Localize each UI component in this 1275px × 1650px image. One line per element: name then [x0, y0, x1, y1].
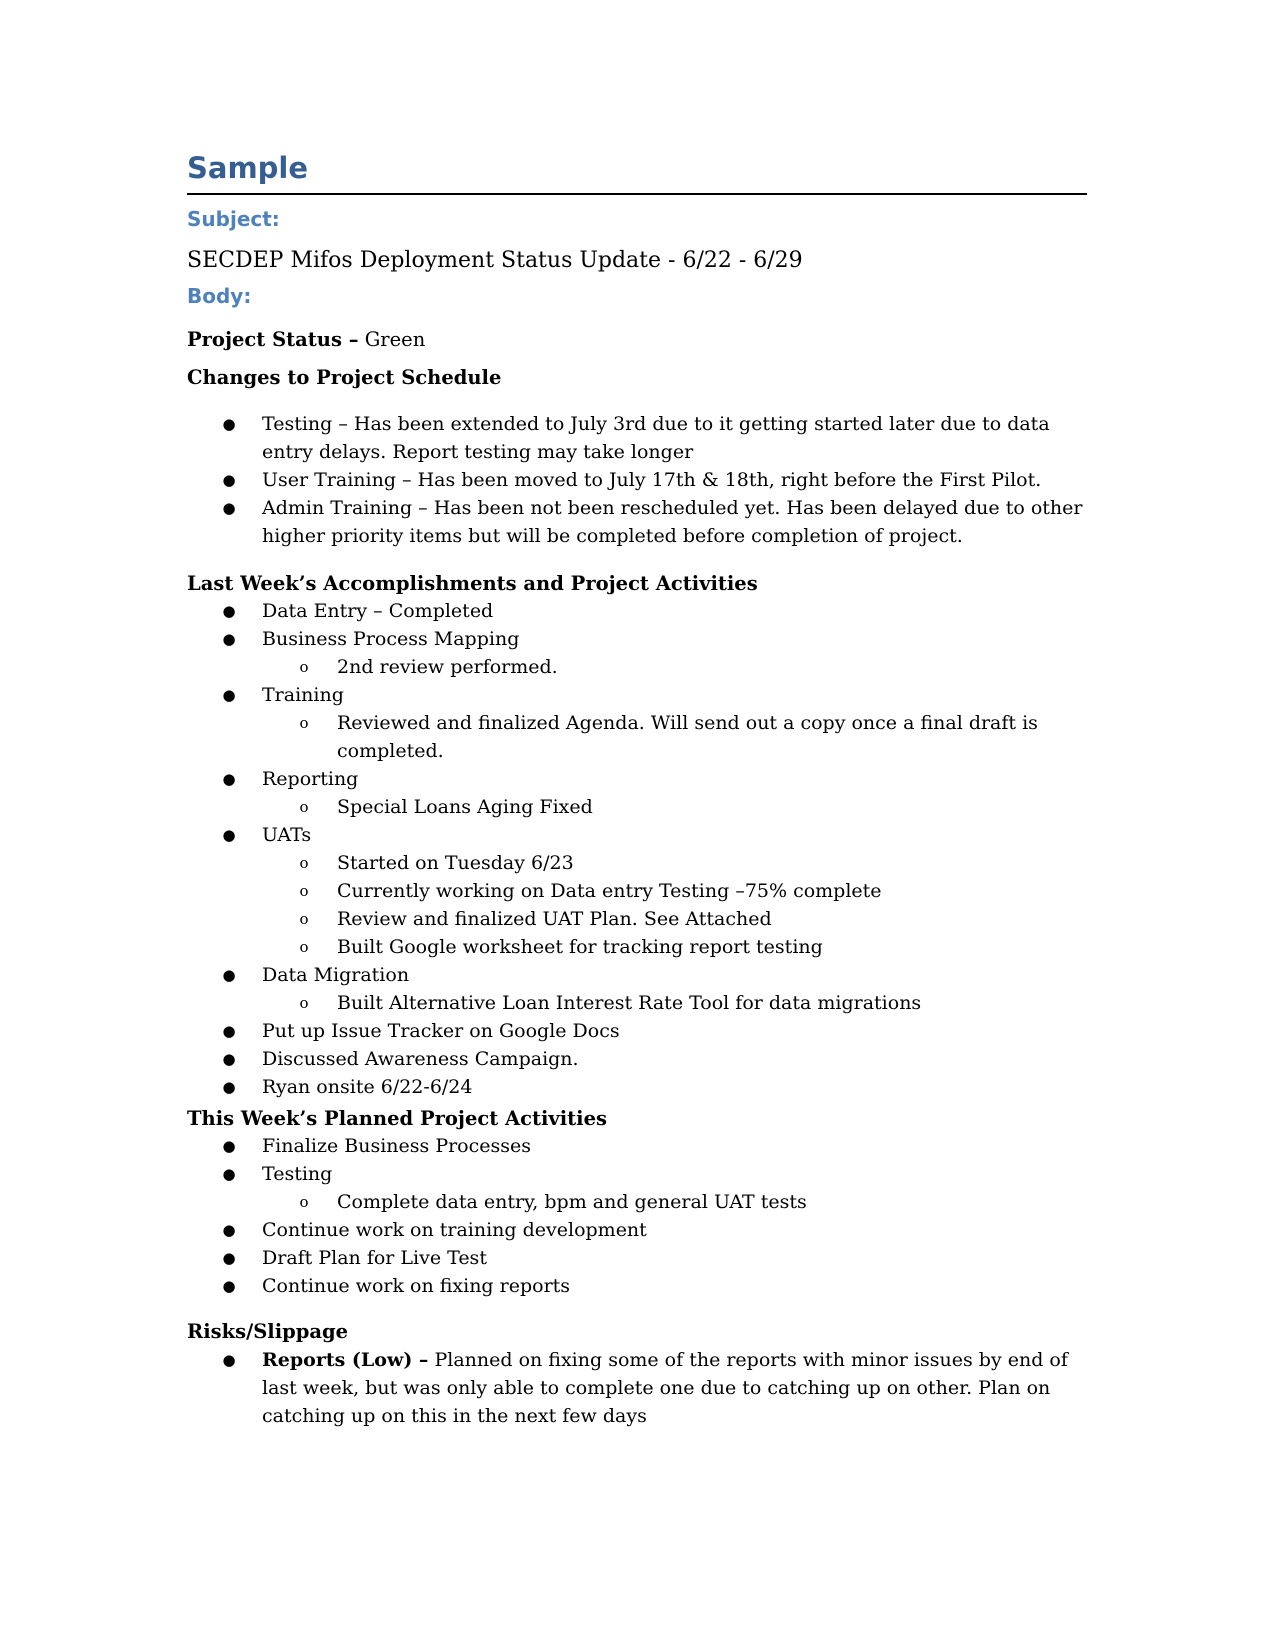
list-item-text: 2nd review performed. — [337, 656, 558, 678]
bullet-icon: ● — [222, 1249, 236, 1267]
sub-list-item — [187, 1188, 1087, 1216]
project-status — [187, 326, 425, 354]
sub-list-item — [187, 849, 1087, 877]
list-item — [187, 1160, 1087, 1188]
list-item — [187, 1045, 1087, 1073]
list-item — [187, 681, 1087, 709]
list-item — [187, 765, 1087, 793]
document-title: Sample — [187, 148, 1087, 195]
bullet-icon: ● — [222, 499, 236, 517]
list-item-text: Testing — [262, 1163, 333, 1185]
bullet-icon: ● — [222, 966, 236, 984]
sub-list-item — [187, 933, 1087, 961]
risks-heading: Risks/Slippage — [187, 1320, 349, 1343]
bullet-icon: ● — [222, 471, 236, 489]
bullet-icon: ● — [222, 1351, 236, 1369]
body-label: Body: — [187, 284, 252, 308]
list-item-text: Complete data entry, bpm and general UAT tests — [337, 1191, 807, 1213]
list-item-text: UATs — [262, 824, 312, 846]
circle-bullet-icon: o — [299, 714, 309, 732]
list-item-text: Finalize Business Processes — [262, 1135, 532, 1157]
list-item-text: Continue work on fixing reports — [262, 1275, 571, 1297]
list-item-text: Discussed Awareness Campaign. — [262, 1048, 579, 1070]
bullet-icon: ● — [222, 1078, 236, 1096]
list-item-text: Started on Tuesday 6/23 — [337, 852, 574, 874]
list-item-text: Reviewed and finalized Agenda. Will send out a copy once a final draft is completed. — [337, 712, 1038, 762]
circle-bullet-icon: o — [299, 938, 309, 956]
circle-bullet-icon: o — [299, 854, 309, 872]
risks-list — [187, 1346, 1087, 1430]
planned-list — [187, 1132, 1087, 1300]
risk-description: Planned on fixing some of the reports with minor issues by end of last week, but was only able to complete one due to catching up on other. Plan on catching up on this in the next few days — [262, 1349, 1068, 1427]
risk-title: Reports (Low) – — [262, 1349, 429, 1371]
sub-list-item — [187, 989, 1087, 1017]
schedule-list — [187, 410, 1087, 550]
list-item — [187, 821, 1087, 849]
list-item-text: Testing – Has been extended to July 3rd due to it getting started later due to data entry delays. Report testing may take longer — [262, 413, 1050, 463]
list-item — [187, 1216, 1087, 1244]
list-item — [187, 1017, 1087, 1045]
project-status-value: Green — [364, 328, 426, 351]
subject-text: SECDEP Mifos Deployment Status Update - 6/22 - 6/29 — [187, 248, 803, 273]
list-item-text: Draft Plan for Live Test — [262, 1247, 487, 1269]
schedule-heading: Changes to Project Schedule — [187, 366, 502, 389]
list-item-text: Data Entry – Completed — [262, 600, 494, 622]
circle-bullet-icon: o — [299, 882, 309, 900]
bullet-icon: ● — [222, 826, 236, 844]
bullet-icon: ● — [222, 1137, 236, 1155]
list-item-text: Continue work on training development — [262, 1219, 647, 1241]
bullet-icon: ● — [222, 602, 236, 620]
circle-bullet-icon: o — [299, 1193, 309, 1211]
list-item-text: Review and finalized UAT Plan. See Attached — [337, 908, 772, 930]
bullet-icon: ● — [222, 1165, 236, 1183]
bullet-icon: ● — [222, 1022, 236, 1040]
list-item — [187, 1073, 1087, 1101]
list-item — [187, 625, 1087, 653]
list-item-text: Built Alternative Loan Interest Rate Tool for data migrations — [337, 992, 922, 1014]
sub-list-item — [187, 793, 1087, 821]
list-item — [187, 410, 1087, 466]
list-item — [187, 466, 1087, 494]
sub-list-item — [187, 877, 1087, 905]
planned-heading: This Week’s Planned Project Activities — [187, 1107, 607, 1130]
list-item — [187, 494, 1087, 550]
list-item-text: Special Loans Aging Fixed — [337, 796, 593, 818]
sub-list-item — [187, 653, 1087, 681]
bullet-icon: ● — [222, 1277, 236, 1295]
accomplishments-list — [187, 597, 1087, 1101]
circle-bullet-icon: o — [299, 994, 309, 1012]
list-item-text: Data Migration — [262, 964, 410, 986]
list-item — [187, 961, 1087, 989]
list-item-text: Ryan onsite 6/22-6/24 — [262, 1076, 473, 1098]
list-item-text: User Training – Has been moved to July 17th & 18th, right before the First Pilot. — [262, 469, 1042, 491]
circle-bullet-icon: o — [299, 658, 309, 676]
bullet-icon: ● — [222, 1050, 236, 1068]
bullet-icon: ● — [222, 415, 236, 433]
project-status-label: Project Status – — [187, 328, 359, 351]
sub-list-item — [187, 905, 1087, 933]
list-item-text: Training — [262, 684, 344, 706]
sub-list-item — [187, 709, 1087, 765]
accomplishments-heading: Last Week’s Accomplishments and Project Activities — [187, 572, 758, 595]
bullet-icon: ● — [222, 630, 236, 648]
list-item-text: Built Google worksheet for tracking report testing — [337, 936, 823, 958]
list-item — [187, 597, 1087, 625]
bullet-icon: ● — [222, 1221, 236, 1239]
list-item — [187, 1272, 1087, 1300]
circle-bullet-icon: o — [299, 910, 309, 928]
list-item — [187, 1346, 1087, 1430]
list-item-text: Business Process Mapping — [262, 628, 520, 650]
circle-bullet-icon: o — [299, 798, 309, 816]
bullet-icon: ● — [222, 686, 236, 704]
list-item-text: Reporting — [262, 768, 359, 790]
subject-label: Subject: — [187, 207, 280, 231]
list-item-text: Currently working on Data entry Testing –75% complete — [337, 880, 882, 902]
list-item-text: Put up Issue Tracker on Google Docs — [262, 1020, 620, 1042]
list-item — [187, 1132, 1087, 1160]
bullet-icon: ● — [222, 770, 236, 788]
list-item-text: Admin Training – Has been not been rescheduled yet. Has been delayed due to other higher priority items but will be completed before completion of project. — [262, 497, 1083, 547]
list-item — [187, 1244, 1087, 1272]
